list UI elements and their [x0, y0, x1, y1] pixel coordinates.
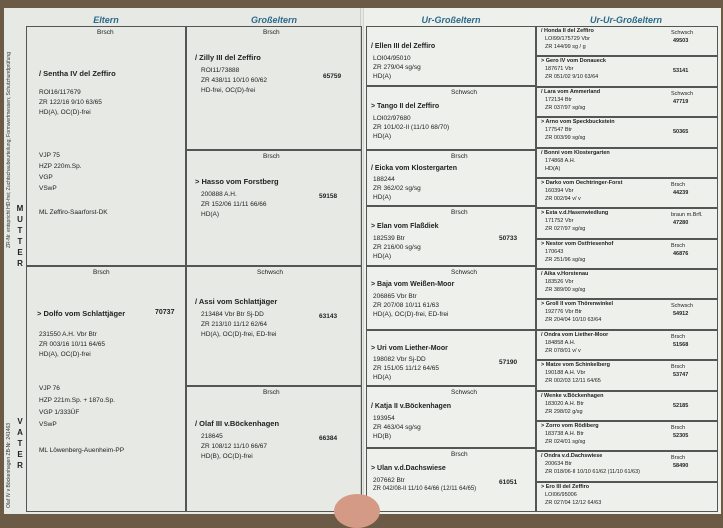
- ggg-reg: LOI99/175729 Vbr: [545, 36, 590, 42]
- side-label-vater: VATER: [17, 417, 23, 470]
- side-label-mutter: MUTTER: [16, 204, 24, 268]
- ggg-entry: [536, 26, 718, 56]
- ggg-color: Schwsch: [671, 90, 694, 97]
- father-vgp: VGP 1/333ÜF: [39, 409, 80, 416]
- father-hd: HD(A), OC(D)-frei: [39, 351, 91, 358]
- great-grandparent-5: [366, 330, 536, 386]
- ggg-entry: [536, 87, 718, 117]
- ggg-zr: ZR 389/00 sg/sg: [545, 287, 586, 293]
- ggg-entry: [536, 482, 718, 512]
- ggg-name: / Ondra vom Liether-Moor: [541, 331, 609, 338]
- ggg-number: 58490: [673, 463, 689, 470]
- ggg-entry: [536, 148, 718, 178]
- ggg-reg: 192776 Vbr Btr: [545, 309, 582, 316]
- ggg-zr: ZR 002/03 12/11 64/65: [545, 378, 601, 385]
- ggp-name: > Tango II del Zeffiro: [371, 103, 440, 110]
- ggp-zr: ZR 207/08 10/11 61/63: [373, 302, 440, 309]
- grandparent-2: [186, 266, 362, 386]
- ggg-name: / Honda II del Zeffiro: [541, 28, 594, 34]
- ggg-entry: [536, 208, 718, 238]
- ggg-zr: ZR 027/04 12/12 64/63: [545, 499, 602, 506]
- great-grandparent-6: [366, 386, 536, 448]
- ggg-name: > Groll II vom Thörenwinkel: [541, 301, 613, 308]
- ggg-name: > Nestor vom Ostfriesenhof: [541, 240, 614, 247]
- ggp-reg: 193954: [373, 415, 395, 422]
- ggp-reg: 198082 Vbr Sj-DD: [373, 356, 426, 363]
- mother-hzp: HZP 220m.Sp.: [39, 163, 82, 170]
- gp-hd: HD(A), OC(D)-frei, ED-frei: [201, 331, 277, 338]
- ggg-entry: [536, 117, 718, 147]
- ggg-number: 46876: [673, 250, 689, 257]
- gp-hd: HD(B), OC(D)-frei: [201, 453, 253, 460]
- ggp-color: Brsch: [451, 209, 468, 216]
- ggg-reg: 183020 A.H. Btr: [545, 400, 584, 407]
- gp-reg: ROI11/73888: [201, 67, 240, 74]
- grandparent-0: [186, 26, 362, 150]
- gp-color: Brsch: [263, 153, 280, 160]
- ggg-name: / Ondra v.d.Dachswiese: [541, 453, 603, 460]
- ggg-number: 47719: [673, 98, 689, 105]
- ggg-reg: 170643: [545, 248, 564, 255]
- ggg-zr: ZR 037/97 sg/sg: [545, 104, 586, 111]
- header-urgrosseltern: Ur-Großeltern: [421, 15, 481, 25]
- gp-hd: HD(A): [201, 211, 220, 218]
- ggp-color: Schwsch: [451, 389, 478, 396]
- ggg-entry: [536, 239, 718, 269]
- ggg-number: 53141: [673, 68, 689, 75]
- ggg-entry: [536, 421, 718, 451]
- ggg-name: > Matze vom Schinkelberg: [541, 362, 610, 369]
- gp-name: / Assi vom Schlattjäger: [195, 297, 278, 306]
- gp-name: / Zilly III del Zeffiro: [195, 53, 261, 62]
- gp-zr: ZR 108/12 11/10 66/67: [201, 443, 268, 450]
- ggg-number: 51568: [673, 341, 689, 348]
- thumb: [334, 494, 380, 528]
- ggp-number: 61051: [499, 479, 518, 486]
- great-grandparent-4: [366, 266, 536, 330]
- ggg-name: / Lara vom Ammerland: [541, 88, 601, 95]
- gp-color: Brsch: [263, 29, 280, 36]
- ggg-entry: [536, 299, 718, 329]
- gp-name: > Hasso vom Forstberg: [195, 177, 279, 186]
- side-note-top: ZR-Nr. entspricht HD-frei; Zuchtschaubeurteilung; Formwertmessen; Schutzhundprüfung: [6, 52, 12, 248]
- ggg-color: Brsch: [671, 181, 686, 188]
- mother-box: [26, 26, 186, 266]
- ggg-reg: 171752 Vbr: [545, 218, 574, 225]
- ggg-zr: ZR 018/06-II 10/10 61/62 (11/10 61/63): [545, 469, 640, 476]
- father-name: > Dolfo vom Schlattjäger: [37, 309, 126, 318]
- gp-reg: 213484 Vbr Btr Sj-DD: [201, 311, 264, 318]
- ggp-hd: HD(A), OC(D)-frei, ED-frei: [373, 311, 449, 318]
- gp-name: / Olaf III v.Böckenhagen: [195, 419, 280, 428]
- ggp-name: > Uri vom Liether-Moor: [371, 345, 448, 352]
- father-number: 70737: [155, 309, 175, 316]
- ggp-hd: HD(A): [373, 73, 392, 80]
- ggg-zr: ZR 144/99 sg / g: [545, 44, 586, 50]
- header-eltern: Eltern: [93, 15, 119, 25]
- ggp-hd: HD(B): [373, 433, 392, 440]
- ggp-reg: 206865 Vbr Btr: [373, 293, 417, 300]
- ggp-color: Brsch: [451, 451, 468, 458]
- ggg-zr: ZR 024/01 sg/sg: [545, 438, 586, 445]
- great-grandparent-1: [366, 86, 536, 150]
- gp-zr: ZR 213/10 11/12 62/64: [201, 321, 268, 328]
- father-vjp: VJP 76: [39, 385, 60, 392]
- great-grandparent-2: [366, 150, 536, 206]
- ggp-reg: LOI02/97680: [373, 115, 411, 122]
- ggg-zr: ZR 002/94 v/ v: [545, 195, 581, 202]
- father-vswp: VSwP: [39, 421, 57, 428]
- ggp-name: / Ellen III del Zeffiro: [371, 43, 436, 50]
- ggg-reg: 183738 A.H. Btr: [545, 430, 584, 437]
- ggg-color: Brsch: [671, 424, 686, 431]
- ggg-name: > Arno vom Speckbuckstein: [541, 119, 615, 126]
- ggg-color: Brsch: [671, 364, 686, 371]
- ggg-zr: HD(A): [545, 165, 561, 172]
- gp-number: 65759: [323, 73, 342, 80]
- ggg-reg: 177547 Btr: [545, 127, 572, 134]
- ggg-color: braun m.Brfl.: [671, 212, 703, 219]
- ggg-color: Schwsch: [671, 303, 694, 310]
- mother-name: / Sentha IV del Zeffiro: [39, 69, 116, 78]
- ggg-reg: 183526 Vbr: [545, 279, 574, 285]
- ggp-color: Schwsch: [451, 269, 478, 276]
- ggp-name: > Ulan v.d.Dachswiese: [371, 465, 446, 472]
- mother-zr: ZR 122/16 9/10 63/65: [39, 99, 102, 106]
- ggp-zr: ZR 042/08-II 11/10 64/66 (12/11 64/65): [373, 486, 477, 492]
- great-grandparent-3: [366, 206, 536, 266]
- ggp-reg: 188244: [373, 176, 395, 183]
- gp-reg: 200888 A.H.: [201, 191, 237, 198]
- header-ururgrosseltern: Ur-Ur-Großeltern: [589, 15, 662, 25]
- ggg-zr: ZR 078/01 v/ v: [545, 347, 581, 354]
- mother-vjp: VJP 75: [39, 152, 60, 159]
- ggp-name: > Elan vom Flaßdiek: [371, 223, 439, 230]
- ggg-reg: 200634 Btr: [545, 461, 572, 468]
- gp-color: Brsch: [263, 389, 280, 396]
- ggg-zr: ZR 051/02 9/10 63/64: [545, 74, 599, 81]
- ggp-hd: HD(A): [373, 253, 392, 260]
- ggg-name: > Darko vom Oechtringer-Forst: [541, 179, 623, 186]
- ggp-zr: ZR 216/00 sg/sg: [373, 244, 421, 251]
- ggp-zr: ZR 151/05 11/12 64/65: [373, 365, 440, 372]
- ggp-name: / Eicka vom Klostergarten: [371, 165, 457, 172]
- ggg-number: 47280: [673, 220, 689, 227]
- ggg-zr: ZR 003/99 sg/sg: [545, 135, 586, 142]
- ggp-color: Brsch: [451, 153, 468, 160]
- ggg-entry: [536, 269, 718, 299]
- mother-vswp: VSwP: [39, 185, 57, 192]
- ggg-entry: [536, 330, 718, 360]
- grandparent-1: [186, 150, 362, 266]
- ggp-zr: ZR 279/04 sg/sg: [373, 64, 421, 71]
- ggg-color: Schwsch: [671, 30, 694, 36]
- ggp-number: 57190: [499, 359, 518, 366]
- ggg-zr: ZR 204/04 10/10 63/64: [545, 317, 602, 324]
- father-ml: ML Löwenberg-Auenheim-PP: [39, 447, 125, 454]
- ggg-entry: [536, 178, 718, 208]
- gp-number: 66384: [319, 435, 338, 442]
- gp-zr: ZR 438/11 10/10 60/62: [201, 77, 268, 84]
- ggg-name: > Zorro vom Rödiberg: [541, 422, 599, 429]
- ggg-number: 52305: [673, 432, 689, 439]
- ggg-zr: ZR 251/96 sg/sg: [545, 256, 586, 263]
- ggg-reg: 190188 A.H. Vbr: [545, 370, 586, 377]
- side-note-bottom: Olaf IV v Böckenhagen ZB-Nr. 241463: [6, 422, 12, 508]
- ggp-zr: ZR 463/04 sg/sg: [373, 424, 421, 431]
- ggg-name: / Aika v.Horstenau: [541, 271, 589, 277]
- mother-ml: ML Zeffiro-Saarforst-DK: [39, 209, 108, 216]
- ggg-color: Brsch: [671, 455, 686, 462]
- ggp-hd: HD(A): [373, 374, 392, 381]
- ggp-name: / Katja II v.Böckenhagen: [371, 403, 452, 410]
- ggg-reg: 172134 Btr: [545, 96, 572, 103]
- father-color: Brsch: [93, 269, 110, 276]
- ggg-zr: ZR 027/97 sg/sg: [545, 226, 586, 233]
- ggp-reg: LOI04/95010: [373, 55, 411, 62]
- ggp-reg: 207662 Btr: [373, 477, 405, 484]
- gp-zr: ZR 152/06 11/11 66/66: [201, 201, 267, 208]
- ggg-name: / Wenke v.Böckenhagen: [541, 392, 604, 399]
- ggg-reg: 160394 Vbr: [545, 187, 574, 194]
- ggp-zr: ZR 101/02-II (11/10 68/70): [373, 124, 450, 131]
- ggg-number: 52185: [673, 402, 689, 409]
- ggp-number: 50733: [499, 235, 518, 242]
- ggg-entry: [536, 56, 718, 86]
- header-grosseltern: Großeltern: [250, 15, 297, 25]
- pedigree-paper: [4, 8, 721, 514]
- mother-hd: HD(A), OC(D)-frei: [39, 109, 91, 116]
- ggg-reg: 184858 A.H.: [545, 339, 576, 346]
- ggp-hd: HD(A): [373, 194, 392, 201]
- ggp-reg: 182539 Btr: [373, 235, 405, 242]
- ggg-number: 49503: [673, 38, 689, 44]
- ggg-color: Brsch: [671, 333, 686, 340]
- ggg-name: > Gero IV vom Donaueck: [541, 58, 606, 65]
- ggg-name: / Bonni vom Klostergarten: [541, 149, 610, 156]
- ggp-hd: HD(A): [373, 133, 392, 140]
- ggg-name: > Ero III del Zeffiro: [541, 483, 590, 490]
- great-grandparent-7: [366, 448, 536, 512]
- ggg-entry: [536, 391, 718, 421]
- grandparent-3: [186, 386, 362, 512]
- gp-hd: HD-frei, OC(D)-frei: [201, 87, 256, 94]
- mother-vgp: VGP: [39, 174, 53, 181]
- father-box: [26, 266, 186, 512]
- gp-reg: 218645: [201, 433, 223, 440]
- ggg-reg: LOI06/95006: [545, 491, 577, 498]
- gp-color: Schwsch: [257, 269, 284, 276]
- mother-color: Brsch: [97, 29, 114, 36]
- ggg-entry: [536, 360, 718, 390]
- ggg-reg: 174868 A.H.: [545, 157, 576, 164]
- ggp-zr: ZR 362/02 sg/sg: [373, 185, 421, 192]
- ggp-name: > Baja vom Weißen-Moor: [371, 281, 455, 288]
- ggg-number: 54912: [673, 311, 689, 318]
- ggg-entry: [536, 451, 718, 481]
- ggg-number: 53747: [673, 372, 689, 379]
- ggg-number: 44239: [673, 189, 689, 196]
- ggg-name: > Esta v.d.Hasenwiedlung: [541, 210, 609, 217]
- father-zr: ZR 003/16 10/11 64/65: [39, 341, 106, 348]
- ggg-zr: ZR 298/02 g/sg: [545, 408, 583, 415]
- ggg-reg: 187671 Vbr: [545, 66, 574, 73]
- ggp-color: Schwsch: [451, 89, 478, 96]
- mother-reg: ROI16/117679: [39, 89, 81, 96]
- great-grandparent-0: [366, 26, 536, 86]
- father-reg: 231550 A.H. Vbr Btr: [39, 331, 97, 338]
- gp-number: 59158: [319, 193, 338, 200]
- ggg-number: 50365: [673, 129, 689, 136]
- father-hzp: HZP 221m.Sp. + 187o.Sp.: [39, 397, 115, 404]
- gp-number: 63143: [319, 313, 338, 320]
- ggg-color: Brsch: [671, 242, 686, 249]
